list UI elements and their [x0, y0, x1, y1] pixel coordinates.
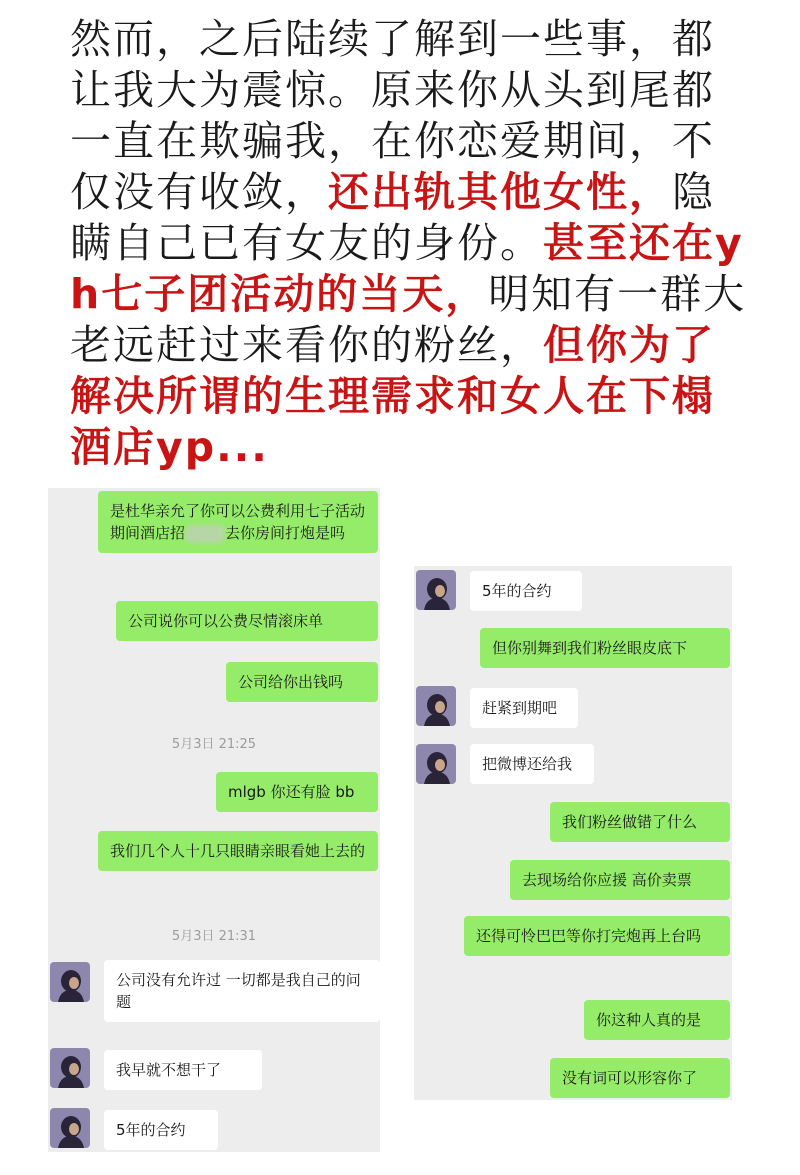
headline-text-1: 然而，之后陆续了解到一些事，都让我大为震惊。原来你从头到尾都一直在欺骗我，在你恋爱期间，不仅没有收敛， [70, 15, 715, 216]
message-received[interactable]: 把微博还给我 [470, 744, 594, 784]
message-sent[interactable]: 你这种人真的是 [584, 1000, 730, 1040]
message-sent[interactable]: 没有词可以形容你了 [550, 1058, 730, 1098]
message-sent[interactable]: 公司说你可以公费尽情滚床单 [116, 601, 378, 641]
message-received[interactable]: 我早就不想干了 [104, 1050, 262, 1090]
headline-text-3: 明知有一群大老远赶过来看你的粉丝， [70, 270, 747, 369]
right-chat-screenshot [414, 566, 732, 1100]
headline-caption [70, 14, 750, 473]
headline-highlight-2: 甚至还在yh七子团活动的当天， [70, 219, 744, 318]
timestamp: 5月3日 21:25 [171, 737, 257, 752]
avatar-icon[interactable] [50, 1048, 90, 1088]
message-sent[interactable]: 是杜华亲允了你可以公费利用七子活动期间酒店招 去你房间打炮是吗 [98, 491, 378, 553]
message-sent[interactable]: 去现场给你应援 高价卖票 [510, 860, 730, 900]
message-sent[interactable]: 我们几个人十几只眼睛亲眼看她上去的 [98, 831, 378, 871]
censored-blur [185, 525, 225, 543]
message-sent[interactable]: 公司给你出钱吗 [226, 662, 378, 702]
avatar-icon[interactable] [416, 686, 456, 726]
message-received[interactable]: 公司没有允许过 一切都是我自己的问题 [104, 960, 380, 1022]
message-sent[interactable]: mlgb 你还有脸 bb [216, 772, 378, 812]
avatar-icon[interactable] [50, 962, 90, 1002]
headline-highlight-1: 还出轨其他女性， [328, 168, 672, 216]
message-received[interactable]: 5年的合约 [470, 571, 582, 611]
avatar-icon[interactable] [50, 1108, 90, 1148]
avatar-icon[interactable] [416, 570, 456, 610]
message-sent[interactable]: 但你别舞到我们粉丝眼皮底下 [480, 628, 730, 668]
timestamp: 5月3日 21:31 [171, 929, 257, 944]
message-received[interactable]: 5年的合约 [104, 1110, 218, 1150]
avatar-icon[interactable] [416, 744, 456, 784]
message-sent[interactable]: 还得可怜巴巴等你打完炮再上台吗 [464, 916, 730, 956]
headline-text-2: 隐瞒自己已有女友的身份。 [70, 168, 715, 267]
message-sent[interactable]: 我们粉丝做错了什么 [550, 802, 730, 842]
left-chat-screenshot [48, 488, 380, 1152]
message-received[interactable]: 赶紧到期吧 [470, 688, 578, 728]
headline-highlight-3: 但你为了解决所谓的生理需求和女人在下榻酒店yp... [70, 321, 715, 471]
